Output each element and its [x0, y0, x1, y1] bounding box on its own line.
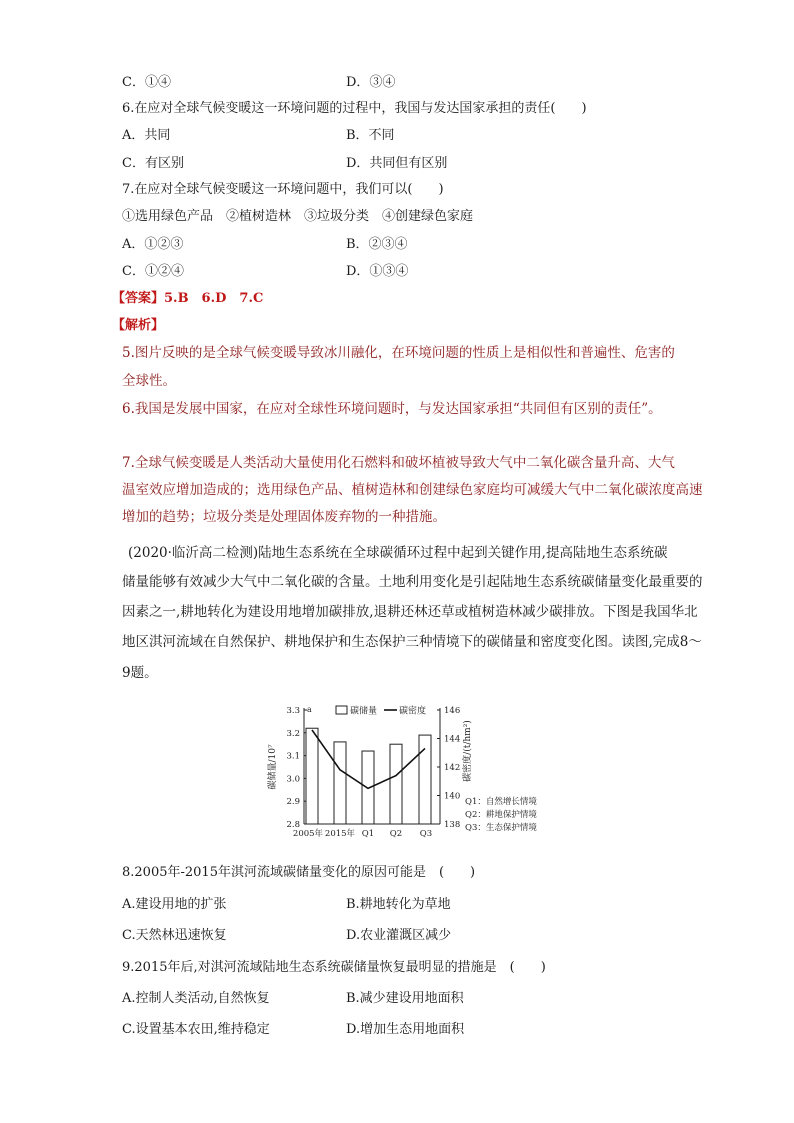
q5-option-d: D．③④ — [346, 75, 396, 90]
carbon-storage-bar — [306, 728, 318, 824]
q6-option-a: A．共同 — [122, 128, 171, 143]
category-label: 2005年 — [292, 829, 324, 839]
analysis-5-line1: 5.图片反映的是全球气候变暖导致冰川融化，在环境问题的性质上是相似性和普遍性、危害的 — [122, 345, 675, 361]
left-tick-label: 2.8 — [286, 820, 300, 830]
right-tick-label: 144 — [444, 734, 461, 745]
scenario-note: Q2：耕地保护情境 — [465, 810, 537, 820]
legend-line-label: 碳密度 — [399, 706, 427, 717]
answer-label: 【答案】5.B 6.D 7.C — [112, 291, 264, 306]
passage-line2: 储量能够有效减少大气中二氧化碳的含量。土地利用变化是引起陆地生态系统碳储量变化最重要的 — [122, 574, 703, 590]
right-tick-label: 142 — [444, 763, 461, 773]
analysis-7-line3: 增加的趋势；垃圾分类是处理固体废弃物的一种措施。 — [122, 509, 446, 525]
q9-option-b: B.减少建设用地面积 — [346, 991, 464, 1006]
passage-line4: 地区淇河流域在自然保护、耕地保护和生态保护三种情境下的碳储量和密度变化图。读图,完成8～ — [122, 634, 702, 650]
carbon-storage-bar — [334, 742, 346, 824]
analysis-6: 6.我国是发展中国家，在应对全球性环境问题时，与发达国家承担“共同但有区别的责任”。 — [122, 401, 662, 417]
carbon-storage-bar — [419, 735, 431, 824]
q8-stem: 8.2005年-2015年淇河流域碳储量变化的原因可能是 ( ) — [122, 865, 476, 880]
left-tick-label: 3.2 — [286, 728, 300, 739]
category-label: 2015年 — [324, 829, 356, 839]
right-tick-label: 146 — [444, 706, 461, 716]
carbon-storage-bar — [390, 744, 402, 824]
left-axis-title: 碳储量/10⁷ — [268, 744, 278, 790]
carbon-chart — [262, 700, 562, 845]
passage-line5: 9题。 — [122, 665, 158, 681]
passage-line3: 因素之一,耕地转化为建设用地增加碳排放,退耕还林还草或植树造林减少碳排放。下图是我国华北 — [122, 604, 698, 620]
legend-bar-label: 碳储量 — [350, 706, 378, 717]
q9-stem: 9.2015年后,对淇河流域陆地生态系统碳储量恢复最明显的措施是 ( ) — [122, 960, 546, 975]
q7-stem: 7.在应对全球气候变暖这一环境问题中，我们可以( ) — [122, 182, 444, 197]
q7-option-d: D．①③④ — [346, 264, 409, 279]
right-tick-label: 138 — [444, 820, 461, 830]
q7-items: ①选用绿色产品 ②植树造林 ③垃圾分类 ④创建绿色家庭 — [122, 209, 474, 224]
q7-option-c: C．①②④ — [122, 264, 184, 279]
analysis-7-line2: 温室效应增加造成的；选用绿色产品、植树造林和创建绿色家庭均可减缓大气中二氧化碳浓度高速 — [122, 482, 703, 498]
right-axis-title: 碳密度/(t/hm²) — [463, 720, 473, 782]
q9-option-a: A.控制人类活动,自然恢复 — [122, 991, 270, 1006]
q8-option-c: C.天然林迅速恢复 — [122, 928, 227, 943]
q8-option-b: B.耕地转化为草地 — [346, 897, 451, 912]
corner-mark: a — [307, 705, 312, 714]
q7-option-a: A．①②③ — [122, 237, 184, 252]
category-label: Q1 — [361, 829, 375, 839]
q7-option-b: B．②③④ — [346, 237, 408, 252]
category-label: Q2 — [389, 829, 403, 839]
analysis-7-line1: 7.全球气候变暖是人类活动大量使用化石燃料和破坏植被导致大气中二氧化碳含量升高、大气 — [122, 455, 675, 471]
analysis-label: 【解析】 — [112, 318, 165, 333]
right-tick-label: 140 — [444, 791, 461, 802]
scenario-note: Q1：自然增长情境 — [465, 797, 537, 807]
q6-stem: 6.在应对全球气候变暖这一环境问题的过程中，我国与发达国家承担的责任( ) — [122, 101, 587, 116]
scenario-note: Q3：生态保护情境 — [465, 823, 537, 833]
q8-option-d: D.农业灌溉区减少 — [346, 928, 452, 943]
q9-option-d: D.增加生态用地面积 — [346, 1022, 465, 1037]
left-tick-label: 2.9 — [286, 797, 300, 808]
q6-option-c: C．有区别 — [122, 156, 184, 171]
left-tick-label: 3.3 — [286, 706, 300, 716]
q5-option-c: C．①④ — [122, 75, 171, 90]
analysis-5-line2: 全球性。 — [122, 373, 176, 389]
category-label: Q3 — [419, 829, 433, 839]
q6-option-d: D．共同但有区别 — [346, 156, 448, 171]
left-tick-label: 3.0 — [286, 774, 300, 785]
left-tick-label: 3.1 — [286, 751, 300, 762]
legend-bar-swatch — [336, 706, 347, 714]
q6-option-b: B．不同 — [346, 128, 395, 143]
q8-option-a: A.建设用地的扩张 — [122, 897, 227, 912]
passage-line1: (2020·临沂高二检测)陆地生态系统在全球碳循环过程中起到关键作用,提高陆地生态系统碳 — [128, 545, 668, 561]
q9-option-c: C.设置基本农田,维持稳定 — [122, 1022, 270, 1037]
